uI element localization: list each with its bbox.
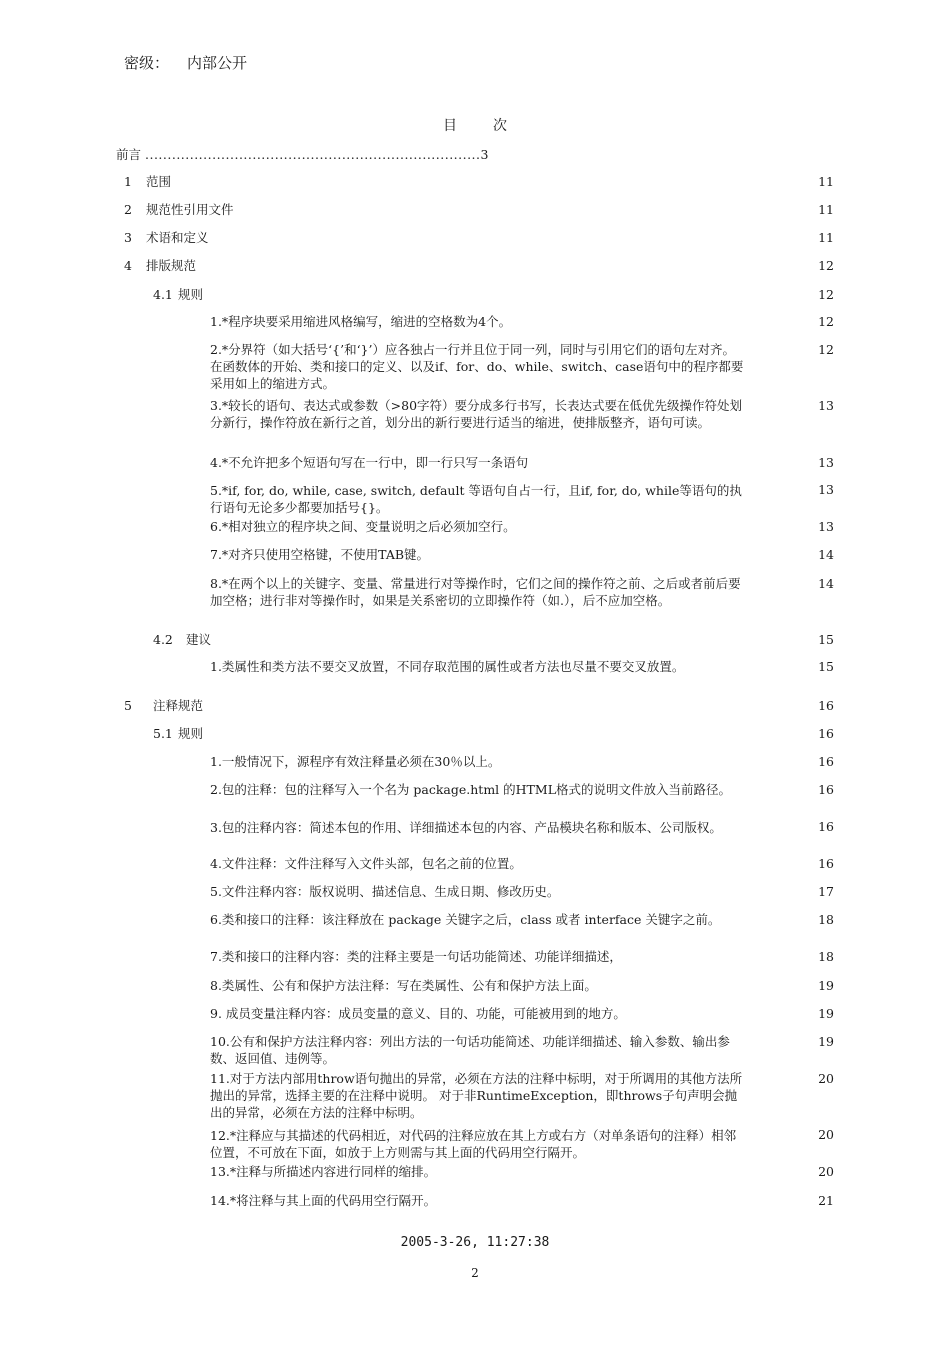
entry-text: 6.类和接口的注释：该注释放在 package 关键字之后，class 或者 interface 关键字之前。 bbox=[210, 912, 721, 927]
entry-page: 12 bbox=[818, 287, 834, 302]
entry-text: 11.对于方法内部用throw语句抛出的异常，必须在方法的注释中标明，对于所调用的其他方法所抛出的异常，选择主要的在注释中说明。 对于非RuntimeException，即throws子句声明会抛出的异常，必须在方法的注释中标明。 bbox=[210, 1071, 743, 1120]
entry-page: 15 bbox=[818, 659, 834, 674]
entry-text: 4.*不允许把多个短语句写在一行中，即一行只写一条语句 bbox=[210, 455, 529, 470]
entry-text: 1.一般情况下，源程序有效注释量必须在30％以上。 bbox=[210, 754, 501, 769]
entry-page: 19 bbox=[818, 1006, 834, 1021]
entry-text: 13.*注释与所描述内容进行同样的缩排。 bbox=[210, 1164, 437, 1179]
entry-text: 9. 成员变量注释内容：成员变量的意义、目的、功能，可能被用到的地方。 bbox=[210, 1006, 626, 1021]
entry-number: 4 bbox=[124, 258, 132, 273]
entry-page: 20 bbox=[818, 1071, 834, 1086]
preface-leader-dots: ........................................................................... bbox=[145, 147, 481, 162]
entry-number: 4.1 bbox=[153, 287, 173, 302]
entry-text: 10.公有和保护方法注释内容：列出方法的一句话功能简述、功能详细描述、输入参数、输出参数、返回值、违例等。 bbox=[210, 1034, 730, 1066]
toc-preface-entry[interactable] bbox=[116, 145, 488, 163]
entry-text: 5.文件注释内容：版权说明、描述信息、生成日期、修改历史。 bbox=[210, 884, 560, 899]
entry-number: 4.2 bbox=[153, 632, 173, 647]
classification-value: 内部公开 bbox=[187, 54, 248, 72]
entry-text: 5.*if, for, do, while, case, switch, default 等语句自占一行，且if, for, do, while等语句的执行语句无论多少都要加括号{}。 bbox=[210, 483, 742, 515]
entry-page: 19 bbox=[818, 978, 834, 993]
entry-text: 范围 bbox=[146, 174, 172, 189]
entry-text: 2.包的注释：包的注释写入一个名为 package.html 的HTML格式的说明文件放入当前路径。 bbox=[210, 782, 731, 797]
entry-page: 18 bbox=[818, 912, 834, 927]
entry-page: 16 bbox=[818, 754, 834, 769]
entry-text: 1.*程序块要采用缩进风格编写，缩进的空格数为4个。 bbox=[210, 314, 512, 329]
entry-page: 13 bbox=[818, 482, 834, 497]
preface-label: 前言 bbox=[116, 147, 142, 162]
entry-text: 7.*对齐只使用空格键，不使用TAB键。 bbox=[210, 547, 430, 562]
entry-number: 2 bbox=[124, 202, 132, 217]
entry-text: 8.类属性、公有和保护方法注释：写在类属性、公有和保护方法上面。 bbox=[210, 978, 597, 993]
entry-text: 术语和定义 bbox=[146, 230, 209, 245]
entry-page: 14 bbox=[818, 547, 834, 562]
entry-text: 12.*注释应与其描述的代码相近，对代码的注释应放在其上方或右方（对单条语句的注释）相邻位置，不可放在下面，如放于上方则需与其上面的代码用空行隔开。 bbox=[210, 1128, 737, 1160]
footer-datetime: 2005-3-26, 11:27:38 bbox=[400, 1235, 550, 1250]
toc-title bbox=[0, 115, 950, 135]
entry-text: 规则 bbox=[178, 287, 204, 302]
entry-text: 14.*将注释与其上面的代码用空行隔开。 bbox=[210, 1193, 437, 1208]
entry-page: 11 bbox=[818, 230, 834, 245]
entry-page: 20 bbox=[818, 1127, 834, 1142]
classification-line bbox=[124, 52, 247, 73]
entry-page: 16 bbox=[818, 856, 834, 871]
entry-page: 15 bbox=[818, 632, 834, 647]
entry-text: 8.*在两个以上的关键字、变量、常量进行对等操作时，它们之间的操作符之前、之后或者前后要加空格；进行非对等操作时，如果是关系密切的立即操作符（如.），后不应加空格。 bbox=[210, 576, 741, 608]
entry-text: 规范性引用文件 bbox=[146, 202, 234, 217]
entry-text: 4.文件注释：文件注释写入文件头部，包名之前的位置。 bbox=[210, 856, 522, 871]
entry-page: 19 bbox=[818, 1034, 834, 1049]
entry-page: 12 bbox=[818, 314, 834, 329]
entry-number: 5 bbox=[124, 698, 132, 713]
entry-page: 18 bbox=[818, 949, 834, 964]
entry-number: 5.1 bbox=[153, 726, 173, 741]
entry-page: 16 bbox=[818, 698, 834, 713]
entry-page: 13 bbox=[818, 519, 834, 534]
entry-page: 14 bbox=[818, 576, 834, 591]
entry-page: 21 bbox=[818, 1193, 834, 1208]
entry-page: 12 bbox=[818, 258, 834, 273]
entry-text: 2.*分界符（如大括号‘{’和‘}’）应各独占一行并且位于同一列，同时与引用它们的语句左对齐。在函数体的开始、类和接口的定义、以及if、for、do、while、switch、case语句中的程序都要采用如上的缩进方式。 bbox=[210, 342, 744, 391]
entry-text: 3.包的注释内容：简述本包的作用、详细描述本包的内容、产品模块名称和版本、公司版权。 bbox=[210, 820, 722, 835]
entry-text: 建议 bbox=[186, 632, 212, 647]
entry-page: 11 bbox=[818, 174, 834, 189]
entry-page: 16 bbox=[818, 782, 834, 797]
entry-number: 3 bbox=[124, 230, 132, 245]
entry-text: 3.*较长的语句、表达式或参数（>80字符）要分成多行书写，长表达式要在低优先级操作符处划分新行，操作符放在新行之首，划分出的新行要进行适当的缩进，使排版整齐，语句可读。 bbox=[210, 398, 743, 430]
entry-page: 13 bbox=[818, 455, 834, 470]
entry-page: 13 bbox=[818, 398, 834, 413]
entry-text: 排版规范 bbox=[146, 258, 197, 273]
entry-page: 12 bbox=[818, 342, 834, 357]
classification-label: 密级： bbox=[124, 54, 170, 72]
entry-text: 1.类属性和类方法不要交叉放置，不同存取范围的属性或者方法也尽量不要交叉放置。 bbox=[210, 659, 685, 674]
entry-text: 注释规范 bbox=[153, 698, 204, 713]
entry-page: 16 bbox=[818, 726, 834, 741]
entry-text: 规则 bbox=[178, 726, 204, 741]
toc-title-right: 次 bbox=[493, 118, 507, 134]
entry-text: 6.*相对独立的程序块之间、变量说明之后必须加空行。 bbox=[210, 519, 516, 534]
entry-page: 16 bbox=[818, 819, 834, 834]
footer-page-number: 2 bbox=[471, 1266, 479, 1280]
toc-title-left: 目 bbox=[443, 118, 457, 134]
entry-page: 11 bbox=[818, 202, 834, 217]
entry-number: 1 bbox=[124, 174, 132, 189]
preface-page: 3 bbox=[480, 147, 489, 162]
entry-page: 20 bbox=[818, 1164, 834, 1179]
entry-page: 17 bbox=[818, 884, 834, 899]
entry-text: 7.类和接口的注释内容：类的注释主要是一句话功能简述、功能详细描述， bbox=[210, 949, 622, 964]
